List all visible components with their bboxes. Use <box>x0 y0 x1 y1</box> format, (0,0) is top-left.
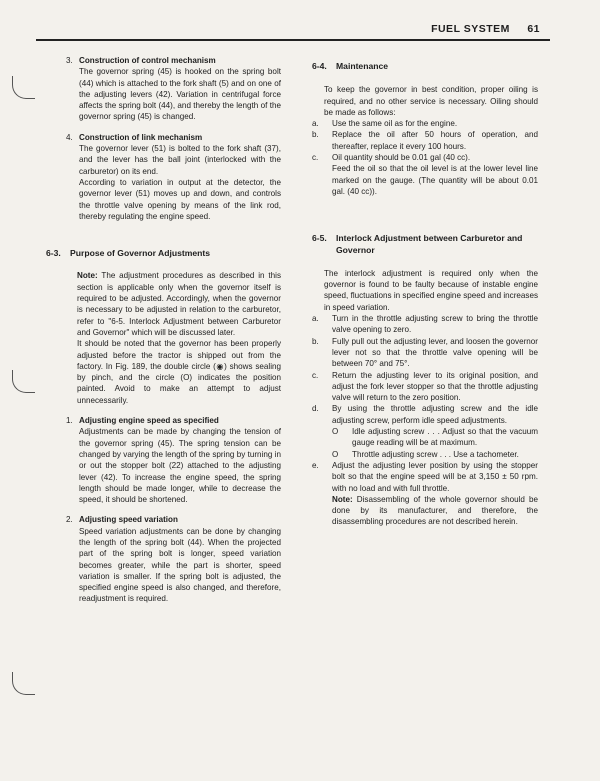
list-text: Use the same oil as for the engine. <box>332 119 458 129</box>
item-control-mechanism <box>66 55 281 123</box>
section-number: 6-4. <box>312 61 327 71</box>
list-text-continued: Feed the oil so that the oil level is at the lower level line marked on the gauge. (The quantity will be about 0.01 gal. (40 cc)). <box>332 164 538 196</box>
bullet-item <box>312 449 538 460</box>
list-item <box>312 403 538 459</box>
section-heading-6-3 <box>46 248 281 259</box>
note-paragraph-2: It should be noted that the governor has been properly adjusted before the tractor is shipped out from the factory. In Fig. 189, the double circle (◉) shows sealing by pinch, and the circle (O) indicates the position painted. Avoid to make an attempt to adjust unnecessarily. <box>77 339 281 405</box>
interlock-block <box>312 268 538 528</box>
list-text: Oil quantity should be 0.01 gal (40 cc). <box>332 153 471 163</box>
list-text: Return the adjusting lever to its original position, and adjust the fork lever stopper so that the throttle adjusting valve will return to the zero position. <box>332 370 538 403</box>
subsection-engine-speed <box>66 415 281 505</box>
subsection-title: Adjusting speed variation <box>79 515 178 525</box>
section-number: 6-5. <box>312 233 327 244</box>
punch-hole-bottom <box>12 672 35 695</box>
list-item <box>312 152 538 197</box>
note-text: The adjustment procedures as described in this section is applicable only when the governor itself is required to be adjusted. Accordingly, when the governor is necessary to be adjusted in relation to the carburetor, refer to "6-5. Interlock Adjustment between Carburetor and Governor" which will be discussed later. <box>77 271 281 337</box>
list-item <box>312 370 538 404</box>
section-number: 6-3. <box>46 248 61 259</box>
bullet-circle: O <box>332 427 339 437</box>
item-body: According to variation in output at the detector, the governor lever (51) moves up and down, and controls the throttle valve opening by means of the link rod, thereby regulating the engine speed. <box>79 177 281 221</box>
list-text: Replace the oil after 50 hours of operation, and thereafter, replace it every 100 hours. <box>332 130 538 151</box>
note-paragraph <box>332 494 538 528</box>
subsection-number: 2. <box>66 515 73 525</box>
list-letter: c. <box>312 153 319 163</box>
note-paragraph <box>77 270 281 338</box>
section-heading-6-4 <box>312 61 538 72</box>
list-letter: d. <box>312 404 319 414</box>
punch-hole-middle <box>12 370 35 393</box>
left-column <box>46 55 281 605</box>
list-item <box>312 129 538 152</box>
list-item <box>312 336 538 370</box>
list-text: By using the throttle adjusting screw and the idle adjusting screw, perform idle speed adjustments. <box>332 404 538 425</box>
list-item <box>312 118 538 129</box>
subsection-body: Adjustments can be made by changing the tension of the governor spring (45). The spring tension can be changed by varying the length of the spring by turning in or out the stopper bolt (22) attached to the adjusting lever (42). To increase the engine speed, the spring length should be made longer, while to decrease the speed, it should be shortened. <box>79 427 281 505</box>
list-letter: b. <box>312 130 319 140</box>
list-letter: e. <box>312 460 319 470</box>
header-rule <box>36 39 550 41</box>
section-heading-6-5 <box>312 233 538 256</box>
interlock-intro: The interlock adjustment is required only when the governor is found to be faulty because of instable engine speed, fluctuations in specified engine speed and increases in speed variation. <box>324 268 538 312</box>
maintenance-block <box>312 84 538 197</box>
subsection-number: 1. <box>66 416 73 426</box>
section-title: Purpose of Governor Adjustments <box>70 248 211 259</box>
page-number: 61 <box>527 23 540 35</box>
section-title: Maintenance <box>336 61 389 71</box>
item-number: 3. <box>66 56 73 65</box>
subsection-title: Adjusting engine speed as specified <box>79 416 219 426</box>
item-link-mechanism <box>66 132 281 222</box>
note-label: Note: <box>77 271 98 281</box>
subsection-speed-variation <box>66 514 281 604</box>
item-number: 4. <box>66 132 73 142</box>
list-letter: b. <box>312 336 319 346</box>
bullet-text: Idle adjusting screw . . . Adjust so that the vacuum gauge reading will be at maximum. <box>352 427 538 448</box>
section-title: Interlock Adjustment between Carburetor and Governor <box>336 233 523 255</box>
list-letter: a. <box>312 314 319 324</box>
list-item <box>312 460 538 528</box>
note-label: Note: <box>332 494 353 504</box>
subsection-body: Speed variation adjustments can be done by changing the length of the spring bolt (44). When the projected part of the spring bolt is longer, speed variation becomes greater, while the part is shorter, speed variation is smaller. If the spring bolt is adjusted, the specified engine speed is also changed, and therefore, readjustment is required. <box>79 526 281 604</box>
list-text: Fully pull out the adjusting lever, and loosen the governor lever not so that the throttle valve opening will be between 70° and 75°. <box>332 336 538 369</box>
bullet-circle: O <box>332 449 339 459</box>
item-title: Construction of link mechanism <box>79 132 203 142</box>
list-item <box>312 313 538 336</box>
item-title: Construction of control mechanism <box>79 56 216 65</box>
note-text: Disassembling of the whole governor should be done by its manufacturer, and therefore, the disassembling procedures are not described herein. <box>332 494 538 527</box>
item-body: The governor lever (51) is bolted to the fork shaft (37), and the lever has the ball joint (interlocked with the carburetor) on its end. <box>79 144 281 176</box>
list-text: Turn in the throttle adjusting screw to bring the throttle valve opening to zero. <box>332 314 538 335</box>
page-header <box>431 23 540 35</box>
running-section-title: FUEL SYSTEM <box>431 23 510 35</box>
list-letter: a. <box>312 119 319 129</box>
right-column <box>312 61 538 528</box>
note-block <box>66 270 281 406</box>
item-body: The governor spring (45) is hooked on the spring bolt (44) which is attached to the fork shaft (5) and on one of the adjusting levers (42). Variation in centrifugal force affects the spring bolt (44), and thereby the length of the governor spring (45) is changed. <box>79 67 281 122</box>
punch-hole-top <box>12 76 35 99</box>
bullet-item <box>312 426 538 449</box>
list-text: Adjust the adjusting lever position by using the stopper bolt so that the engine speed will be at 3,150 ± 50 rpm. with no load and with full throttle. <box>332 460 538 493</box>
list-letter: c. <box>312 370 319 380</box>
maintenance-intro: To keep the governor in best condition, proper oiling is required, and no other service is necessary. Oiling should be made as follows: <box>324 85 538 117</box>
bullet-text: Throttle adjusting screw . . . Use a tachometer. <box>352 449 519 459</box>
